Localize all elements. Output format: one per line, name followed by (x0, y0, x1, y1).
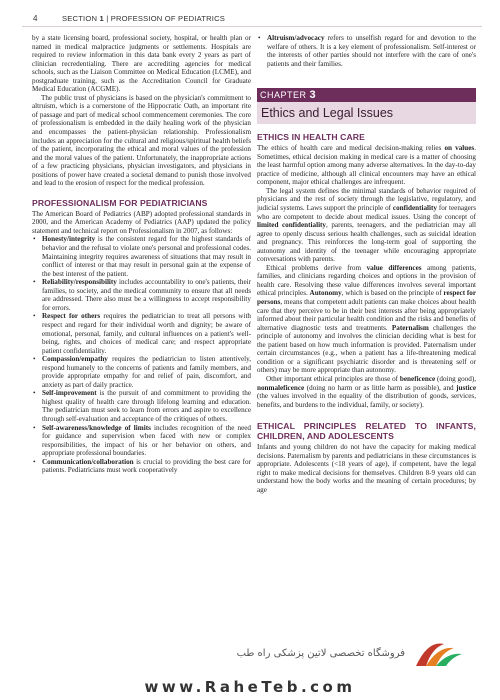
section-heading: PROFESSIONALISM FOR PEDIATRICIANS (32, 197, 208, 208)
paragraph: The public trust of physicians is based on the physician's commitment to altruism, which is a cornerstone of the Hippocratic Oath, an important rite of passage and part of medical school commencement ceremonies. The core of professionalism is embedded in the daily healing work of the physician and encompasses the patient-physician relationship. Professionalism includes an appreciation for the cultural and religious/spiritual health beliefs of the patient, incorporating the ethical and moral values of the profession and the moral values of the patient. Unfortunately, the inappropriate actions of a few practicing physicians, physician investigators, and physicians in positions of power have created a societal demand to punish those involved and lead to the erosion of respect for the medical profession. (32, 93, 251, 188)
paragraph (257, 375, 476, 409)
list-term: Communication/collaboration (42, 457, 134, 466)
key-term: value differences (366, 263, 422, 272)
list-item (32, 312, 251, 355)
text-run: among patients, families, and clinicians regarding choices and options in the provision of health care. Resolving these value differences involves several important ethical principles. (257, 263, 477, 298)
list-text: requires the pediatrician to listen attentively, respond humanely to the concerns of patients and family members, and provide appropriate empathy for and relief of pain, discomfort, and anxiety as part of daily practice. (42, 355, 251, 389)
text-run: Ethical problems derive from (266, 263, 367, 272)
list-term: Self-improvement (42, 389, 97, 398)
key-term: on values (444, 144, 475, 153)
list-text: is the pursuit of and commitment to providing the highest quality of health care through lifelong learning and education. The pediatrician must seek to learn from errors and aspire to excellence through self-evaluation and acceptance of the critiques of others. (42, 389, 251, 423)
list-term: Honesty/integrity (42, 235, 96, 244)
list-item (257, 34, 476, 68)
chapter-title: Ethics and Legal Issues (257, 102, 476, 124)
section-number: 1 (99, 14, 104, 23)
section-heading: ETHICAL PRINCIPLES RELATED TO INFANTS, CHILDREN, AND ADOLESCENTS (257, 421, 476, 442)
header-rule (22, 26, 482, 27)
text-run: , parents, teenagers, and the pediatrician may all agree to openly discuss serious health challenges, such as suicidal ideation and pregnancy. This reinforces the long-term goal of supporting the autonomy and identity of the teenager while encouraging appropriate conversations with parents. (257, 221, 476, 264)
text-run: (doing good), (435, 374, 476, 383)
key-term: limited confidentiality (257, 221, 327, 230)
rahe-teb-logo-icon (410, 638, 466, 670)
list-term: Reliability/responsibility (42, 278, 117, 287)
list-item (32, 424, 251, 458)
list-text: includes accountability to one's patients, their families, to society, and the medical community to ensure that all needs are addressed. There also must be a willingness to accept responsibility for errors. (42, 278, 251, 312)
watermark-footer (0, 636, 500, 700)
watermark-url: www.RaheTeb.com (144, 678, 356, 696)
chapter-label: CHAPTER (260, 90, 307, 101)
list-term: Compassion/empathy (42, 355, 108, 364)
right-column (257, 34, 476, 494)
list-term: Altruism/advocacy (267, 34, 325, 42)
text-run: The ethics of health care and medical decision-making relies (257, 144, 445, 153)
list-term: Self-awareness/knowledge of limits (42, 423, 151, 432)
text-run: The legal system defines the minimal standards of behavior required of physicians and the rest of society through the legislative, regulatory, and judicial systems. Laws support the principle of (257, 186, 476, 213)
paragraph (257, 187, 476, 264)
key-term: nonmaleficence (257, 383, 305, 392)
running-header (22, 13, 482, 27)
list-text: refers to unselfish regard for and devotion to the welfare of others. It is a key element of professionalism. Self-interest or the interests of other parties should not interfere with the care of one's patients and their families. (267, 34, 476, 68)
section-label: SECTION (62, 14, 98, 23)
key-term: Autonomy (309, 289, 342, 298)
text-run: (doing no harm or as little harm as possible), and (304, 383, 457, 392)
page-number: 4 (33, 14, 38, 23)
key-term: justice (456, 383, 476, 392)
paragraph: by a state licensing board, professional society, hospital, or health plan or named in medical malpractice judgments or settlements. Hospitals are required to review information in this data bank every 2 years as part of clinician recredentialing. There are accrediting agencies for medical schools, such as the Liaison Committee on Medical Education (LCME), and postgraduate training, such as the Accreditation Council for Graduate Medical Education (ACGME). (32, 34, 251, 94)
key-term: confidentiality (392, 204, 437, 213)
key-term: respect for persons (257, 289, 477, 307)
chapter-number: 3 (309, 89, 317, 102)
list-text: is the consistent regard for the highest standards of behavior and the refusal to violate one's personal and professional codes. Maintaining integrity requires awareness of situations that may result in conflict of interest or that may result in personal gain at the expense of the best interest of the patient. (42, 235, 251, 278)
professionalism-list-continued (257, 34, 476, 68)
key-term: beneficence (399, 374, 436, 383)
list-text: is crucial to providing the best care for patients. Pediatricians must work cooperatively (42, 457, 251, 475)
text-run: , means that competent adult patients can make choices about health care that they perceive to be in their best interests after being appropriately informed about their particular health condition and the risks and benefits of alternative diagnostic tests and treatments. (257, 298, 476, 332)
list-item (32, 458, 251, 475)
section-heading: ETHICS IN HEALTH CARE (257, 132, 365, 143)
list-item (32, 355, 251, 389)
list-text: requires the pediatrician to treat all persons with respect and regard for their individual worth and dignity; be aware of emotional, personal, family, and cultural influences on a patient's well-being, rights, and choices of medical care; and respect appropriate patient confidentiality. (42, 312, 252, 355)
chapter-band (257, 88, 476, 102)
key-term: Paternalism (391, 323, 429, 332)
list-item (32, 235, 251, 278)
section-title: SECTION 1 | PROFESSION OF PEDIATRICS (62, 14, 226, 23)
list-item (32, 278, 251, 312)
list-item (32, 389, 251, 423)
paragraph: Infants and young children do not have the capacity for making medical decisions. Paternalism by parents and pediatricians in these circumstances is appropriate. Adolescents (<18 years of age), if competent, have the legal right to make medical decisions for themselves. Children 8-9 years old can understand how the body works and the meaning of certain procedures; by age (257, 443, 476, 494)
watermark-site-name: فروشگاه تخصصی لاتین پزشکی راه طب (236, 648, 405, 659)
list-text: includes recognition of the need for guidance and supervision when faced with new or complex responsibilities, the impact of his or her behavior on others, and appropriate professional boundaries. (42, 423, 251, 458)
text-run: , which is based on the principle of (341, 289, 444, 298)
section-name: PROFESSION OF PEDIATRICS (110, 14, 226, 23)
text-run: challenges the principle of autonomy and involves the clinician deciding what is best for the patient based on how much information is provided. Paternalism under certain circumstances (e.g., when a patient has a life-threatening medical condition or a significant psychiatric disorder and is threatening self or others) may be more appropriate than autonomy. (257, 323, 476, 375)
paragraph (257, 144, 476, 187)
list-term: Respect for others (42, 312, 101, 321)
text-run: . Sometimes, ethical decision making in medical care is a matter of choosing the least harmful option among many adverse alternatives. In the day-to-day practice of medicine, although all clinical encounters may have an ethical component, major ethical challenges are infrequent. (257, 144, 476, 187)
paragraph (257, 264, 476, 375)
text-run: for teenagers who are competent to decide about medical issues. Using the concept of (257, 204, 476, 221)
professionalism-list (32, 235, 251, 474)
left-column (32, 34, 251, 475)
text-run: (the values involved in the equality of the distribution of goods, services, benefits, and burdens to the individual, family, or society). (257, 392, 476, 409)
text-run: Other important ethical principles are those of (266, 374, 400, 383)
paragraph: The American Board of Pediatrics (ABP) adopted professional standards in 2000, and the American Academy of Pediatrics (AAP) updated the policy statement and technical report on Professionalism in 2007, as follows: (32, 209, 251, 235)
